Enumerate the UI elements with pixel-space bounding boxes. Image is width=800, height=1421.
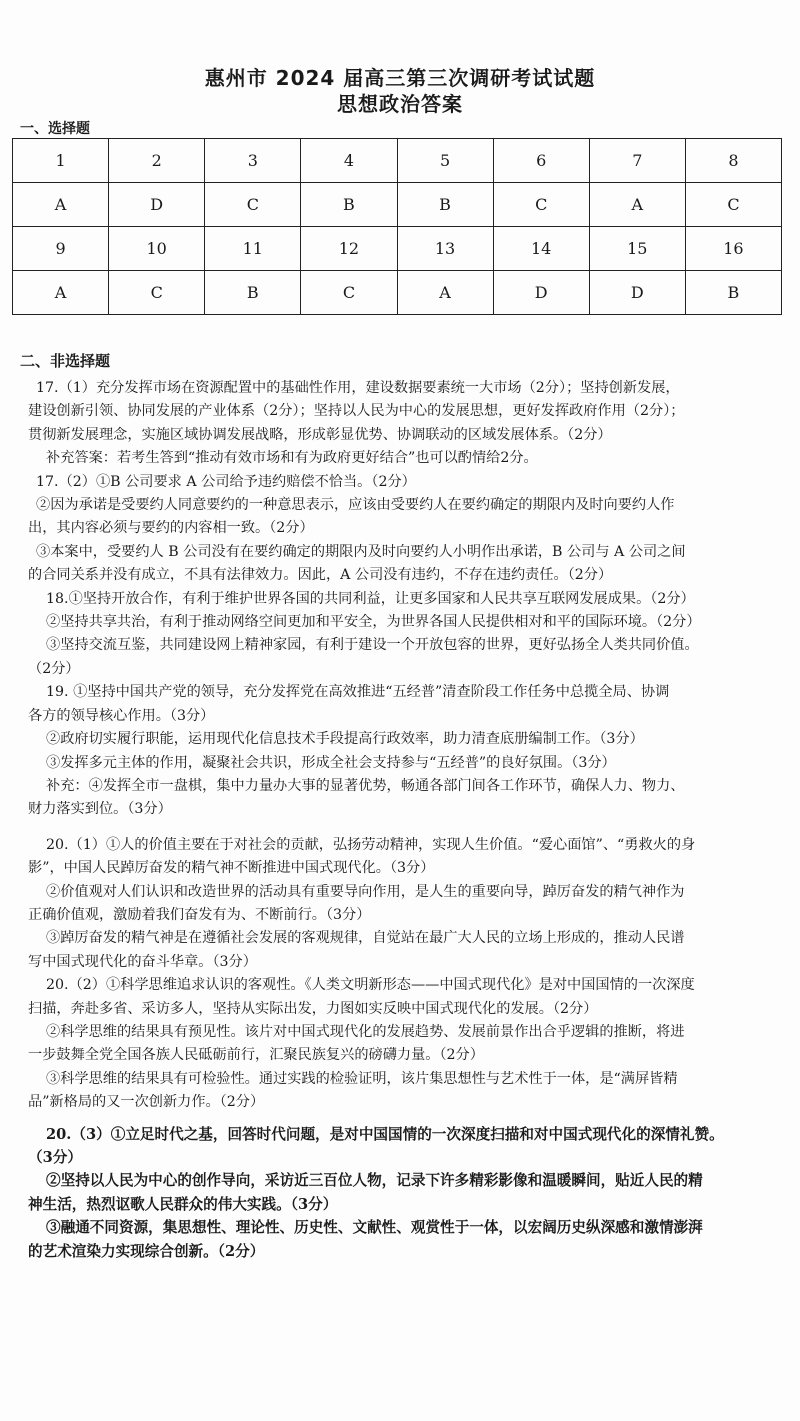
answer-line: 神生活，热烈讴歌人民群众的伟大实践。（3分） bbox=[28, 1195, 338, 1213]
answer-line: 19. ①坚持中国共产党的领导，充分发挥党在高效推进“五经普”清查阶段工作任务中总揽全局、协调 bbox=[46, 684, 670, 701]
answer-line: ③坚持交流互鉴，共同建设网上精神家园，有利于建设一个开放包容的世界，更好弘扬全人类共同价值。 bbox=[46, 637, 699, 654]
answer-line: ②政府切实履行职能，运用现代化信息技术手段提高行政效率，助力清查底册编制工作。（3分） bbox=[46, 731, 644, 748]
question-number-cell: 2 bbox=[109, 139, 205, 183]
question-number-row bbox=[13, 139, 782, 183]
answer-line: ②科学思维的结果具有预见性。该片对中国式现代化的发展趋势、发展前景作出合乎逻辑的推断，将进 bbox=[46, 1023, 685, 1040]
answer-line: （3分） bbox=[28, 1149, 82, 1166]
question-number-cell: 4 bbox=[301, 139, 397, 183]
answer-line: 品”新格局的又一次创新力作。（2分） bbox=[28, 1094, 265, 1111]
answer-line: （2分） bbox=[28, 660, 80, 677]
answer-cell: D bbox=[493, 271, 589, 315]
answer-line: 一步鼓舞全党全国各族人民砥砺前行，汇聚民族复兴的磅礴力量。（2分） bbox=[28, 1047, 484, 1064]
answer-line: ②因为承诺是受要约人同意要约的一种意思表示，应该由受要约人在要约确定的期限内及时向要约人作 bbox=[36, 497, 675, 514]
answer-cell: B bbox=[397, 183, 493, 227]
answer-line: 扫描，奔赴多省、采访多人，坚持从实际出发，力图如实反映中国式现代化的发展。（2分） bbox=[28, 1000, 598, 1017]
answer-line: 20.（2）①科学思维追求认识的客观性。《人类文明新形态——中国式现代化》是对中国国情的一次深度 bbox=[46, 977, 695, 994]
answer-row bbox=[13, 183, 782, 227]
answer-line: ②价值观对人们认识和改造世界的活动具有重要导向作用，是人生的重要向导，踔厉奋发的精气神作为 bbox=[46, 883, 685, 900]
question-number-cell: 9 bbox=[13, 227, 109, 271]
question-number-cell: 6 bbox=[493, 139, 589, 183]
answer-line: 补充：④发挥全市一盘棋，集中力量办大事的显著优势，畅通各部门间各工作环节，确保人力、物力、 bbox=[46, 777, 685, 794]
answer-cell: B bbox=[685, 271, 781, 315]
answer-cell: C bbox=[685, 183, 781, 227]
section-heading-nonchoice: 二、非选择题 bbox=[20, 352, 111, 370]
answer-line: ③发挥多元主体的作用，凝聚社会共识，形成全社会支持参与“五经普”的良好氛围。（3分） bbox=[46, 754, 616, 771]
question-number-cell: 16 bbox=[685, 227, 781, 271]
answer-cell: D bbox=[589, 271, 685, 315]
question-number-cell: 10 bbox=[109, 227, 205, 271]
answer-line: ③融通不同资源，集思想性、理论性、历史性、文献性、观赏性于一体，以宏阔历史纵深感和激情澎湃 bbox=[46, 1219, 703, 1237]
question-number-cell: 3 bbox=[205, 139, 301, 183]
answer-row bbox=[13, 271, 782, 315]
question-number-cell: 8 bbox=[685, 139, 781, 183]
question-number-cell: 7 bbox=[589, 139, 685, 183]
answer-line: 17.（1）充分发挥市场在资源配置中的基础性作用，建设数据要素统一大市场（2分）；坚持创新发展， bbox=[36, 380, 680, 396]
answer-line: 写中国式现代化的奋斗华章。（3分） bbox=[28, 953, 257, 970]
question-number-cell: 14 bbox=[493, 227, 589, 271]
answer-cell: B bbox=[301, 183, 397, 227]
answer-line: 补充答案：若考生答到“推动有效市场和有为政府更好结合”也可以酌情给2分。 bbox=[46, 450, 538, 467]
answer-cell: C bbox=[109, 271, 205, 315]
answer-line: 各方的领导核心作用。（3分） bbox=[28, 707, 215, 724]
answer-line: ③本案中，受要约人 B 公司没有在要约确定的期限内及时向要约人小明作出承诺，B 公司与 A 公司之间 bbox=[36, 543, 686, 560]
answer-cell: A bbox=[13, 271, 109, 315]
answer-line: 的合同关系并没有成立，不具有法律效力。因此，A 公司没有违约，不存在违约责任。（2分） bbox=[28, 567, 613, 584]
question-number-cell: 1 bbox=[13, 139, 109, 183]
answer-line: ②坚持以人民为中心的创作导向，采访近三百位人物，记录下许多精彩影像和温暖瞬间，贴近人民的精 bbox=[46, 1172, 703, 1190]
exam-subtitle: 思想政治答案 bbox=[337, 92, 463, 116]
question-number-cell: 13 bbox=[397, 227, 493, 271]
answer-line: 18.①坚持开放合作，有利于维护世界各国的共同利益，让更多国家和人民共享互联网发展成果。（2分） bbox=[46, 590, 695, 607]
answer-cell: C bbox=[493, 183, 589, 227]
answer-line: 17.（2）①B 公司要求 A 公司给予违约赔偿不恰当。（2分） bbox=[36, 473, 416, 490]
answer-cell: A bbox=[589, 183, 685, 227]
answer-cell: D bbox=[109, 183, 205, 227]
exam-title: 惠州市 2024 届高三第三次调研考试试题 bbox=[204, 66, 596, 90]
answer-line: 正确价值观，激励着我们奋发有为、不断前行。（3分） bbox=[28, 906, 371, 923]
answer-table bbox=[12, 138, 782, 315]
answer-line: 20.（1）①人的价值主要在于对社会的贡献，弘扬劳动精神，实现人生价值。“爱心面馆”、“勇救火的身 bbox=[46, 836, 696, 853]
answer-text-block bbox=[28, 377, 788, 1263]
answer-cell: A bbox=[13, 183, 109, 227]
answer-line: 的艺术渲染力实现综合创新。（2分） bbox=[28, 1242, 265, 1260]
answer-line: 建设创新引领、协同发展的产业体系（2分）；坚持以人民为中心的发展思想，更好发挥政府作用（2分）； bbox=[28, 403, 685, 420]
answer-line: 出，其内容必须与要约的内容相一致。（2分） bbox=[28, 520, 314, 537]
question-number-cell: 11 bbox=[205, 227, 301, 271]
answer-cell: C bbox=[205, 183, 301, 227]
answer-line: ③踔厉奋发的精气神是在遵循社会发展的客观规律，自觉站在最广大人民的立场上形成的，推动人民谱 bbox=[46, 930, 685, 947]
question-number-row bbox=[13, 227, 782, 271]
answer-cell: B bbox=[205, 271, 301, 315]
answer-line: 20.（3）①立足时代之基，回答时代问题，是对中国国情的一次深度扫描和对中国式现代化的深情礼赞。 bbox=[46, 1125, 724, 1143]
question-number-cell: 12 bbox=[301, 227, 397, 271]
answer-line: ③科学思维的结果具有可检验性。通过实践的检验证明，该片集思想性与艺术性于一体，是“满屏皆精 bbox=[46, 1070, 678, 1087]
answer-line: ②坚持共享共治，有利于推动网络空间更加和平安全，为世界各国人民提供相对和平的国际环境。（2分） bbox=[46, 614, 701, 631]
answer-line: 影”，中国人民踔厉奋发的精气神不断推进中国式现代化。（3分） bbox=[28, 860, 435, 877]
answer-cell: C bbox=[301, 271, 397, 315]
answer-line: 财力落实到位。（3分） bbox=[28, 801, 172, 818]
answer-line: 贯彻新发展理念，实施区域协调发展战略，形成彰显优势、协调联动的区域发展体系。（2分） bbox=[28, 426, 612, 443]
question-number-cell: 5 bbox=[397, 139, 493, 183]
section-heading-choice: 一、选择题 bbox=[20, 121, 90, 137]
answer-cell: A bbox=[397, 271, 493, 315]
question-number-cell: 15 bbox=[589, 227, 685, 271]
